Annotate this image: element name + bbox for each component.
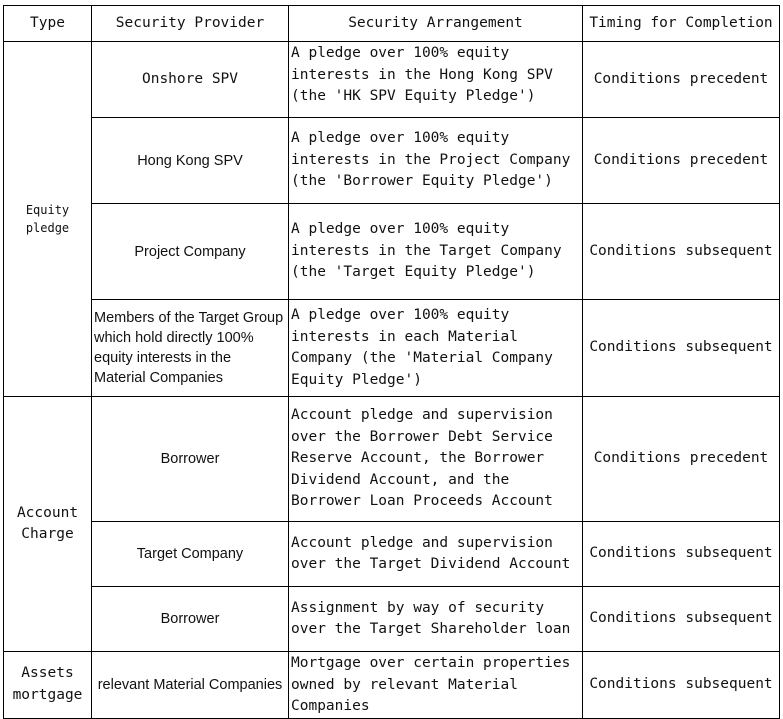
- provider-cell: Borrower: [92, 587, 289, 652]
- header-timing: Timing for Completion: [583, 6, 780, 42]
- group-account-charge: [4, 397, 92, 652]
- group-assets-line2: mortgage: [12, 686, 83, 703]
- timing-cell: Conditions subsequent: [583, 300, 780, 397]
- group-equity-label: Equity pledge: [25, 203, 70, 235]
- arrangement-cell: Account pledge and supervision over the Borrower Debt Service Reserve Account, the Borrower Dividend Account, and the Borrower Loan Proceeds Account: [289, 397, 583, 522]
- table-row: [4, 118, 780, 204]
- table-row: [4, 300, 780, 397]
- arrangement-cell: A pledge over 100% equity interests in the Target Company (the 'Target Equity Pledge'): [289, 204, 583, 300]
- provider-cell: Borrower: [92, 397, 289, 522]
- header-arrangement: Security Arrangement: [289, 6, 583, 42]
- header-row: [4, 6, 780, 42]
- group-assets-line1: Assets: [21, 665, 74, 682]
- group-account-line2: Charge: [21, 526, 74, 542]
- arrangement-cell: Assignment by way of security over the Target Shareholder loan: [289, 587, 583, 652]
- arrangement-cell: A pledge over 100% equity interests in the Hong Kong SPV (the 'HK SPV Equity Pledge'): [289, 42, 583, 118]
- table-row: [4, 587, 780, 652]
- arrangement-cell: A pledge over 100% equity interests in the Project Company (the 'Borrower Equity Pledge'): [289, 118, 583, 204]
- header-provider: Security Provider: [92, 6, 289, 42]
- group-account-line1: Account: [16, 504, 79, 521]
- arrangement-cell: Account pledge and supervision over the Target Dividend Account: [289, 522, 583, 587]
- timing-cell: Conditions subsequent: [583, 204, 780, 300]
- provider-cell: Onshore SPV: [92, 42, 289, 118]
- provider-cell: Target Company: [92, 522, 289, 587]
- group-equity-pledge: [4, 42, 92, 397]
- table-row: [4, 652, 780, 719]
- timing-cell: Conditions precedent: [583, 42, 780, 118]
- provider-cell: Hong Kong SPV: [92, 118, 289, 204]
- group-assets-mortgage: [4, 652, 92, 719]
- timing-cell: Conditions precedent: [583, 118, 780, 204]
- timing-cell: Conditions subsequent: [583, 587, 780, 652]
- arrangement-cell: Mortgage over certain properties owned by relevant Material Companies: [289, 652, 583, 719]
- table-row: [4, 522, 780, 587]
- timing-cell: Conditions subsequent: [583, 522, 780, 587]
- arrangement-cell: A pledge over 100% equity interests in each Material Company (the 'Material Company Equity Pledge'): [289, 300, 583, 397]
- provider-cell: Project Company: [92, 204, 289, 300]
- timing-cell: Conditions subsequent: [583, 652, 780, 719]
- table-row: [4, 204, 780, 300]
- security-table: [3, 5, 780, 719]
- provider-cell: relevant Material Companies: [92, 652, 289, 719]
- provider-cell: Members of the Target Group which hold directly 100% equity interests in the Material Companies: [92, 300, 289, 397]
- table-row: [4, 42, 780, 118]
- header-type: Type: [4, 6, 92, 42]
- timing-cell: Conditions precedent: [583, 397, 780, 522]
- table-row: [4, 397, 780, 522]
